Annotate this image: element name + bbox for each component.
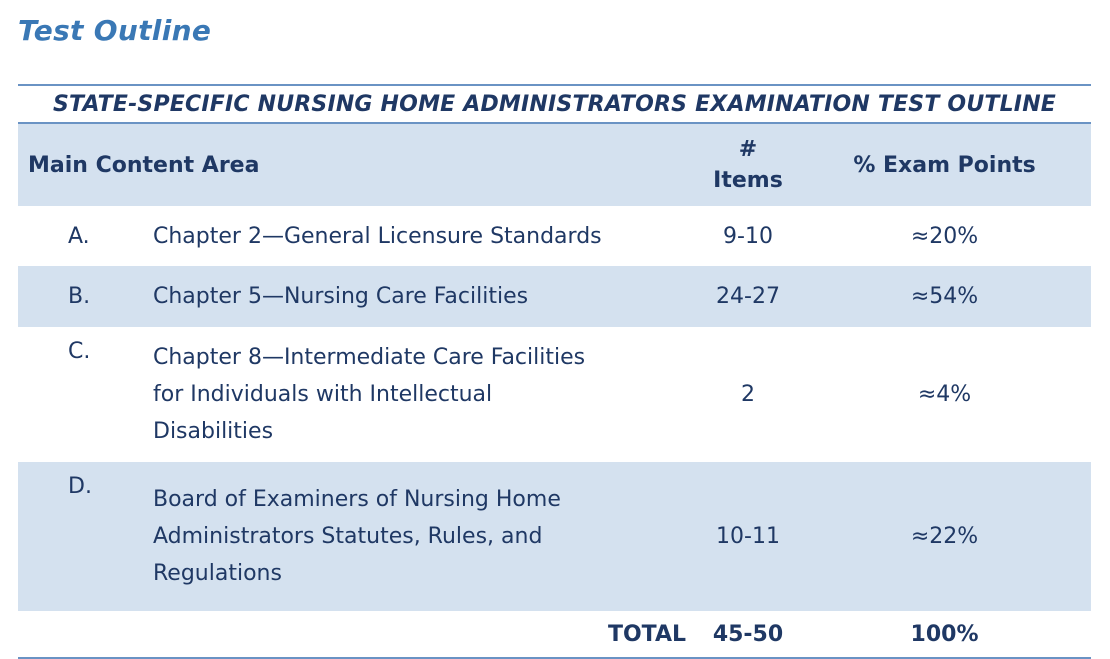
row-items: 9-10: [723, 223, 773, 249]
total-percent: 100%: [798, 611, 1091, 658]
row-topic: [153, 462, 698, 611]
total-row: [18, 611, 1091, 658]
row-letter: C.: [68, 339, 91, 364]
table-row: [18, 206, 1091, 266]
row-percent: ≈54%: [910, 284, 979, 309]
test-outline-table: [18, 84, 1091, 659]
table-header-row: [18, 123, 1091, 206]
row-topic-line: Chapter 5—Nursing Care Facilities: [153, 284, 529, 309]
items-header: [698, 123, 798, 206]
exam-points-header: % Exam Points: [798, 123, 1091, 206]
table-row: [18, 462, 1091, 611]
items-header-line1: #: [738, 137, 758, 162]
row-percent: ≈4%: [917, 382, 972, 407]
row-percent: ≈20%: [910, 223, 979, 249]
row-letter: D.: [68, 474, 92, 499]
row-topic: [153, 327, 698, 462]
table-row: [18, 266, 1091, 327]
row-items: 24-27: [716, 284, 780, 309]
main-content-area-header: Main Content Area: [18, 123, 698, 206]
row-topic-line: Chapter 8—Intermediate Care Facilities: [153, 345, 586, 370]
page-title: Test Outline: [18, 14, 212, 47]
row-topic: [153, 266, 698, 327]
table-caption: STATE-SPECIFIC NURSING HOME ADMINISTRATORS EXAMINATION TEST OUTLINE: [18, 85, 1091, 123]
row-topic-line: Chapter 2—General Licensure Standards: [153, 223, 602, 249]
table-row: [18, 327, 1091, 462]
row-items: 10-11: [716, 524, 780, 549]
items-header-line2: Items: [713, 168, 783, 193]
row-items: 2: [741, 382, 755, 407]
table-caption-row: [18, 85, 1091, 123]
total-label: TOTAL: [18, 611, 698, 658]
row-topic-line: Administrators Statutes, Rules, and: [153, 524, 543, 549]
row-topic: [153, 206, 698, 266]
row-letter: B.: [68, 284, 91, 309]
row-letter: A.: [68, 223, 90, 249]
row-percent: ≈22%: [910, 524, 979, 549]
row-topic-line: Regulations: [153, 561, 282, 586]
row-topic-line: Board of Examiners of Nursing Home: [153, 487, 561, 512]
row-topic-line: for Individuals with Intellectual: [153, 382, 493, 407]
total-items: 45-50: [698, 611, 798, 658]
row-topic-line: Disabilities: [153, 419, 274, 444]
